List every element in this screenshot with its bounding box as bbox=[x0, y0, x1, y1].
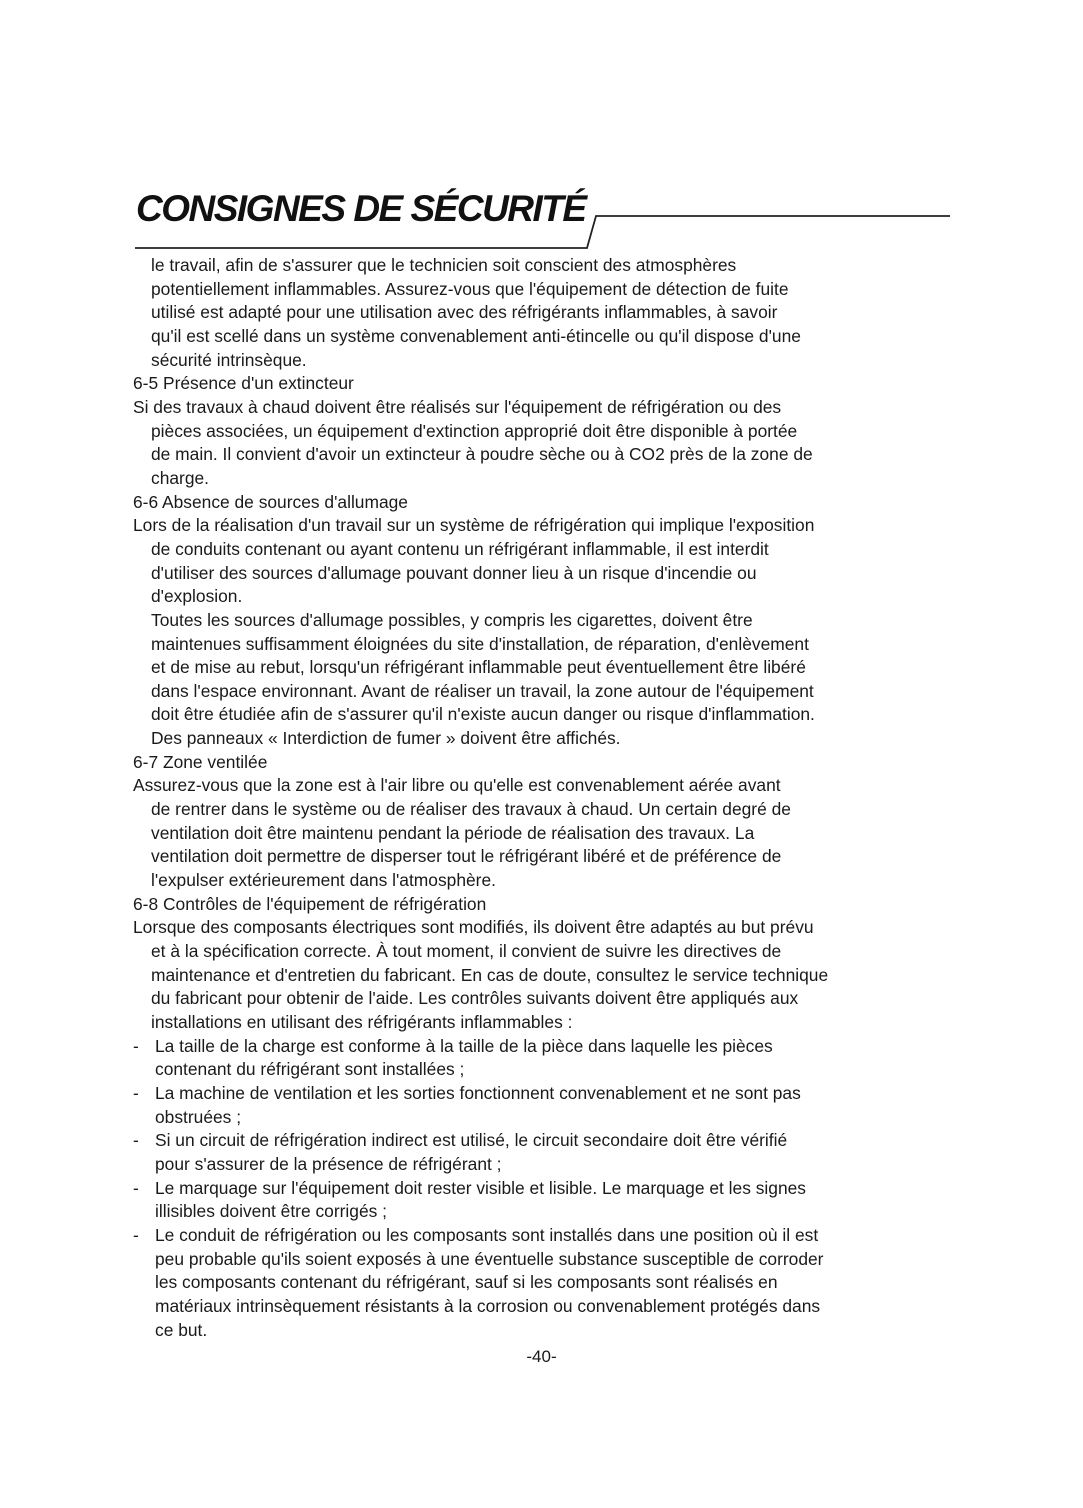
bullet-item bbox=[133, 1035, 963, 1082]
text-line: potentiellement inflammables. Assurez-vous que l'équipement de détection de fuite bbox=[151, 278, 789, 299]
section-heading bbox=[133, 372, 963, 396]
text-line: pour s'assurer de la présence de réfrigérant ; bbox=[155, 1153, 502, 1174]
text-line: La taille de la charge est conforme à la taille de la pièce dans laquelle les pièces bbox=[155, 1035, 773, 1056]
text-line: d'utiliser des sources d'allumage pouvant donner lieu à un risque d'incendie ou bbox=[151, 562, 757, 583]
section-heading bbox=[133, 893, 963, 917]
text-line: de rentrer dans le système ou de réaliser des travaux à chaud. Un certain degré de bbox=[151, 799, 791, 820]
text-line: ventilation doit permettre de disperser tout le réfrigérant libéré et de préférence de bbox=[151, 846, 782, 867]
text-line: Le conduit de réfrigération ou les composants sont installés dans une position où il est bbox=[155, 1224, 819, 1245]
body-text bbox=[133, 254, 963, 1342]
page-number: -40- bbox=[526, 1347, 557, 1366]
text-line: matériaux intrinsèquement résistants à la corrosion ou convenablement protégés dans bbox=[155, 1295, 821, 1316]
text-line: pièces associées, un équipement d'extinction approprié doit être disponible à portée bbox=[151, 420, 798, 441]
header-rule bbox=[0, 0, 1083, 260]
paragraph bbox=[133, 514, 963, 609]
text-line: Toutes les sources d'allumage possibles, y compris les cigarettes, doivent être bbox=[151, 609, 753, 630]
text-line: installations en utilisant des réfrigérants inflammables : bbox=[151, 1012, 573, 1032]
text-line: sécurité intrinsèque. bbox=[151, 349, 307, 370]
text-line: dans l'espace environnant. Avant de réaliser un travail, la zone autour de l'équipement bbox=[151, 680, 814, 701]
text-line: La machine de ventilation et les sorties fonctionnent convenablement et ne sont pas bbox=[155, 1082, 801, 1103]
text-line: utilisé est adapté pour une utilisation avec des réfrigérants inflammables, à savoir bbox=[151, 302, 778, 323]
text-line: de main. Il convient d'avoir un extincteur à poudre sèche ou à CO2 près de la zone de bbox=[151, 444, 813, 465]
text-line: Lors de la réalisation d'un travail sur un système de réfrigération qui implique l'exposition bbox=[133, 515, 815, 536]
bullet-dash: - bbox=[133, 1130, 139, 1151]
bullet-item bbox=[133, 1129, 963, 1176]
paragraph bbox=[133, 609, 963, 751]
text-line: Si un circuit de réfrigération indirect est utilisé, le circuit secondaire doit être vérifié bbox=[155, 1130, 788, 1151]
text-line: obstruées ; bbox=[155, 1106, 242, 1127]
text-line: 6-6 Absence de sources d'allumage bbox=[133, 491, 408, 512]
text-line: illisibles doivent être corrigés ; bbox=[155, 1201, 387, 1222]
text-line: et de mise au rebut, lorsqu'un réfrigérant inflammable peut éventuellement être libéré bbox=[151, 657, 806, 678]
bullet-dash: - bbox=[133, 1177, 139, 1198]
text-line: maintenues suffisamment éloignées du site d'installation, de réparation, d'enlèvement bbox=[151, 633, 809, 654]
text-line: et à la spécification correcte. À tout moment, il convient de suivre les directives de bbox=[151, 941, 782, 962]
text-line: 6-8 Contrôles de l'équipement de réfrigération bbox=[133, 893, 487, 914]
page-title: CONSIGNES DE SÉCURITÉ bbox=[136, 188, 586, 229]
bullet-dash: - bbox=[133, 1035, 139, 1056]
text-line: Assurez-vous que la zone est à l'air libre ou qu'elle est convenablement aérée avant bbox=[133, 775, 781, 796]
text-line: d'explosion. bbox=[151, 586, 243, 607]
bullet-item bbox=[133, 1177, 963, 1224]
section-heading bbox=[133, 491, 963, 515]
text-line: Lorsque des composants électriques sont modifiés, ils doivent être adaptés au but prévu bbox=[133, 917, 814, 938]
bullet-item bbox=[133, 1224, 963, 1342]
bullet-dash: - bbox=[133, 1224, 139, 1245]
text-line: le travail, afin de s'assurer que le technicien soit conscient des atmosphères bbox=[151, 255, 737, 275]
text-line: Des panneaux « Interdiction de fumer » doivent être affichés. bbox=[151, 728, 621, 749]
text-line: charge. bbox=[151, 467, 210, 488]
text-line: de conduits contenant ou ayant contenu un réfrigérant inflammable, il est interdit bbox=[151, 538, 769, 559]
text-line: peu probable qu'ils soient exposés à une éventuelle substance susceptible de corroder bbox=[155, 1248, 824, 1269]
paragraph bbox=[133, 396, 963, 491]
paragraph bbox=[133, 774, 963, 892]
bullet-item bbox=[133, 1082, 963, 1129]
text-line: les composants contenant du réfrigérant, sauf si les composants sont réalisés en bbox=[155, 1272, 778, 1293]
text-line: ventilation doit être maintenu pendant la période de réalisation des travaux. La bbox=[151, 822, 755, 843]
bullet-dash: - bbox=[133, 1082, 139, 1103]
text-line: 6-7 Zone ventilée bbox=[133, 751, 268, 772]
text-line: contenant du réfrigérant sont installées ; bbox=[155, 1059, 465, 1080]
text-line: Le marquage sur l'équipement doit rester visible et lisible. Le marquage et les signes bbox=[155, 1177, 806, 1198]
text-line: Si des travaux à chaud doivent être réalisés sur l'équipement de réfrigération ou des bbox=[133, 396, 782, 417]
text-line: ce but. bbox=[155, 1319, 208, 1340]
paragraph bbox=[133, 916, 963, 1034]
text-line: du fabricant pour obtenir de l'aide. Les contrôles suivants doivent être appliqués aux bbox=[151, 988, 799, 1009]
text-line: l'expulser extérieurement dans l'atmosphère. bbox=[151, 870, 496, 891]
text-line: doit être étudiée afin de s'assurer qu'il n'existe aucun danger ou risque d'inflammation. bbox=[151, 704, 815, 725]
section-heading bbox=[133, 751, 963, 775]
text-line: qu'il est scellé dans un système convenablement anti-étincelle ou qu'il dispose d'une bbox=[151, 325, 801, 346]
paragraph bbox=[133, 254, 963, 372]
text-line: maintenance et d'entretien du fabricant. En cas de doute, consultez le service technique bbox=[151, 964, 829, 985]
text-line: 6-5 Présence d'un extincteur bbox=[133, 373, 354, 394]
